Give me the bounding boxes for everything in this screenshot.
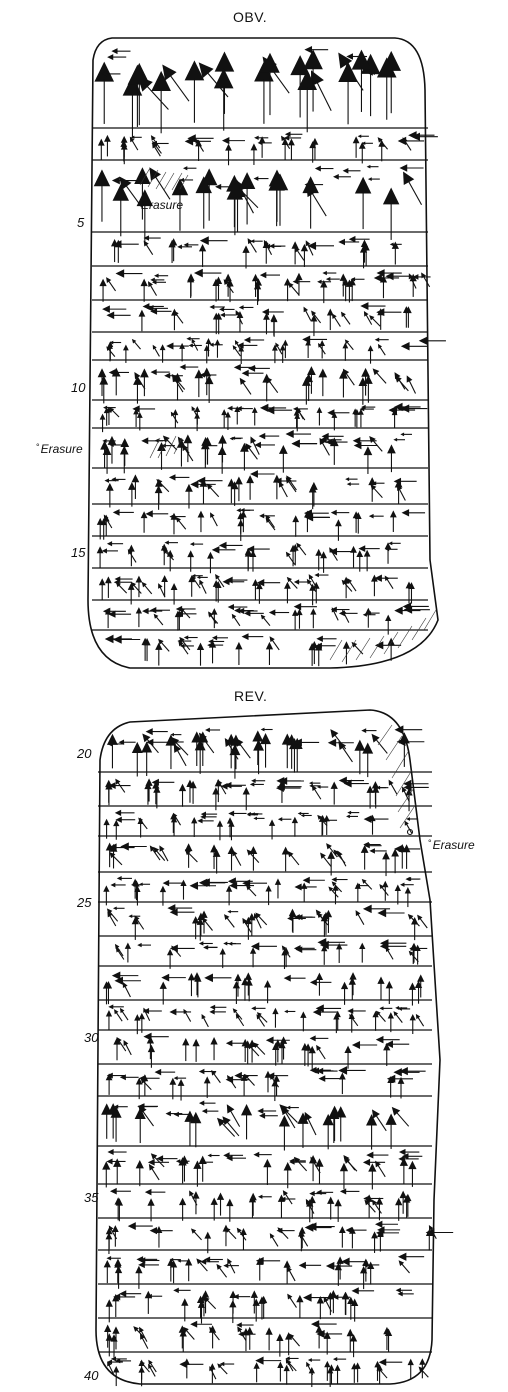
reverse-cuneiform-sign	[342, 1287, 374, 1321]
reverse-cuneiform-sign	[191, 728, 220, 774]
reverse-cuneiform-sign	[278, 1189, 296, 1218]
reverse-line-number-20: 20	[77, 746, 92, 761]
reverse-cuneiform-sign	[410, 1013, 426, 1034]
reverse-title: REV.	[234, 688, 268, 704]
reverse-cuneiform-sign	[179, 1358, 203, 1378]
reverse-cuneiform-sign	[103, 876, 132, 905]
reverse-erasure-note: °Erasure	[428, 838, 475, 852]
reverse-line-number-30: 30	[84, 1030, 99, 1045]
reverse-cuneiform-sign	[102, 1149, 126, 1187]
reverse-cuneiform-sign	[226, 877, 267, 905]
reverse-cuneiform-sign	[374, 1359, 402, 1385]
reverse-cuneiform-sign	[282, 734, 319, 773]
reverse-cuneiform-sign	[223, 1225, 248, 1250]
reverse-cuneiform-sign	[176, 1155, 190, 1183]
reverse-cuneiform-sign	[214, 1102, 243, 1139]
reverse-cuneiform-sign	[333, 1008, 366, 1033]
reverse-cuneiform-sign	[173, 1288, 190, 1322]
reverse-cuneiform-sign	[247, 812, 265, 820]
reverse-cuneiform-sign	[396, 1288, 414, 1297]
reverse-cuneiform-sign	[200, 1005, 227, 1028]
reverse-cuneiform-sign	[371, 1221, 400, 1253]
reverse-cuneiform-sign	[251, 1006, 269, 1028]
reverse-cuneiform-sign	[308, 1155, 324, 1184]
reverse-cuneiform-sign	[324, 1357, 346, 1387]
reverse-cuneiform-sign	[147, 844, 170, 863]
reverse-cuneiform-sign	[366, 781, 388, 809]
reverse-cuneiform-sign	[309, 781, 328, 800]
reverse-cuneiform-sign	[241, 1104, 278, 1139]
reverse-cuneiform-sign	[145, 1291, 162, 1314]
reverse-cuneiform-sign	[318, 841, 349, 875]
reverse-cuneiform-sign	[361, 842, 387, 870]
reverse-cuneiform-sign	[347, 1329, 358, 1357]
reverse-cuneiform-sign	[131, 1324, 150, 1349]
reverse-cuneiform-sign	[179, 1189, 200, 1221]
reverse-cuneiform-sign	[245, 846, 261, 871]
reverse-cuneiform-sign	[276, 1101, 300, 1150]
reverse-cuneiform-sign	[331, 777, 369, 805]
reverse-cuneiform-sign	[353, 905, 404, 926]
reverse-cuneiform-sign	[304, 1358, 320, 1387]
reverse-cuneiform-sign	[388, 1006, 410, 1032]
reverse-cuneiform-sign	[355, 877, 374, 902]
obverse-line-number-10: 10	[71, 380, 86, 395]
reverse-cuneiform-sign	[166, 733, 191, 769]
reverse-cuneiform-sign	[398, 1149, 422, 1187]
reverse-cuneiform-sign	[283, 1260, 321, 1283]
reverse-cuneiform-sign	[167, 1258, 188, 1283]
reverse-cuneiform-sign	[253, 1152, 271, 1185]
reverse-cuneiform-sign	[351, 1362, 361, 1382]
reverse-cuneiform-sign	[188, 972, 232, 997]
reverse-cuneiform-sign	[266, 1036, 290, 1065]
reverse-cuneiform-sign	[106, 842, 147, 868]
reverse-cuneiform-sign	[136, 1069, 175, 1099]
reverse-cuneiform-sign	[167, 904, 194, 916]
reverse-cuneiform-sign	[252, 728, 272, 775]
reverse-cuneiform-sign	[364, 815, 389, 835]
reverse-cuneiform-sign	[170, 812, 182, 836]
reverse-line-number-25: 25	[77, 895, 92, 910]
reverse-cuneiform-sign	[297, 1110, 319, 1148]
reverse-cuneiform-sign	[327, 727, 356, 764]
reverse-line-number-35: 35	[84, 1190, 99, 1205]
reverse-cuneiform-sign	[222, 910, 238, 929]
reverse-cuneiform-sign	[294, 877, 324, 903]
reverse-cuneiform-sign	[106, 1004, 130, 1030]
reverse-cuneiform-sign	[106, 1073, 139, 1095]
reverse-cuneiform-sign	[125, 942, 151, 962]
reverse-cuneiform-sign	[223, 1152, 246, 1161]
reverse-cuneiform-sign	[284, 1155, 309, 1189]
reverse-cuneiform-sign	[285, 1292, 330, 1318]
reverse-cuneiform-sign	[382, 844, 420, 876]
reverse-cuneiform-sign	[359, 939, 406, 963]
obverse-line-number-5: 5	[77, 215, 85, 230]
reverse-cuneiform-sign	[179, 1321, 212, 1352]
reverse-cuneiform-sign	[317, 938, 347, 965]
reverse-cuneiform-sign	[113, 943, 126, 961]
reverse-cuneiform-sign	[167, 944, 195, 969]
reverse-cuneiform-sign	[265, 878, 281, 905]
reverse-cuneiform-sign	[314, 908, 332, 937]
reverse-cuneiform-sign	[327, 877, 348, 904]
reverse-cuneiform-sign	[376, 1036, 409, 1066]
reverse-cuneiform-sign	[282, 847, 301, 872]
reverse-cuneiform-sign	[180, 878, 228, 899]
obverse-line-number-15: 15	[71, 545, 86, 560]
reverse-cuneiform-sign	[166, 1111, 191, 1117]
reverse-cuneiform-sign	[233, 972, 253, 1004]
reverse-cuneiform-sign	[169, 1076, 186, 1100]
reverse-cuneiform-sign	[310, 973, 331, 996]
reverse-cuneiform-sign	[107, 734, 136, 769]
reverse-cuneiform-sign	[256, 1257, 280, 1281]
reverse-cuneiform-sign	[169, 1008, 192, 1023]
reverse-cuneiform-sign	[339, 1226, 367, 1248]
reverse-cuneiform-sign	[397, 1253, 425, 1275]
reverse-cuneiform-sign	[378, 881, 391, 901]
reverse-cuneiform-sign	[105, 906, 125, 927]
reverse-cuneiform-sign	[323, 1106, 347, 1150]
reverse-cuneiform-sign	[150, 1226, 173, 1248]
reverse-cuneiform-sign	[354, 728, 390, 777]
reverse-cuneiform-sign	[395, 1191, 411, 1221]
reverse-cuneiform-sign	[338, 1066, 365, 1094]
reverse-cuneiform-sign	[110, 1188, 131, 1221]
reverse-cuneiform-sign	[207, 1325, 221, 1348]
reverse-cuneiform-sign	[280, 944, 316, 969]
reverse-cuneiform-sign	[143, 1033, 168, 1068]
reverse-cuneiform-sign	[220, 942, 241, 969]
reverse-cuneiform-sign	[250, 942, 277, 967]
reverse-cuneiform-sign	[264, 975, 306, 1003]
reverse-cuneiform-sign	[253, 1357, 281, 1383]
reverse-cuneiform-sign	[136, 816, 149, 837]
reverse-cuneiform-sign	[103, 810, 135, 840]
reverse-cuneiform-sign	[184, 1101, 218, 1148]
reverse-cuneiform-sign	[211, 1193, 234, 1222]
reverse-cuneiform-sign	[292, 812, 312, 837]
reverse-cuneiform-sign	[210, 1037, 246, 1060]
reverse-cuneiform-sign	[214, 1257, 239, 1279]
reverse-cuneiform-sign	[182, 1038, 200, 1062]
reverse-cuneiform-sign	[304, 1190, 334, 1223]
reverse-cuneiform-sign	[268, 1226, 295, 1248]
reverse-cuneiform-sign	[316, 813, 337, 835]
reverse-cuneiform-sign	[199, 941, 218, 949]
obverse-erasure-note-2: °Erasure	[36, 442, 83, 456]
reverse-cuneiform-sign	[407, 943, 427, 965]
reverse-cuneiform-sign	[287, 909, 315, 933]
reverse-cuneiform-sign	[189, 1227, 211, 1254]
reverse-erasure-hatching	[378, 725, 416, 828]
reverse-cuneiform-sign	[138, 1359, 158, 1387]
reverse-cuneiform-sign	[387, 1067, 426, 1098]
reverse-cuneiform-sign	[386, 1104, 412, 1149]
reverse-cuneiform-sign	[327, 1188, 359, 1222]
reverse-cuneiform-sign	[251, 1290, 268, 1321]
reverse-line-number-40: 40	[84, 1368, 99, 1383]
reverse-cuneiform-sign	[132, 728, 169, 776]
reverse-cuneiform-sign	[210, 844, 243, 873]
reverse-cuneiform-sign	[403, 817, 419, 834]
reverse-cuneiform-sign	[105, 777, 130, 805]
reverse-cuneiform-sign	[207, 1362, 234, 1383]
reverse-cuneiform-sign	[193, 1154, 219, 1187]
reverse-cuneiform-sign	[113, 1036, 133, 1061]
reverse-cuneiform-sign	[362, 1194, 383, 1220]
reverse-cuneiform-sign	[242, 1039, 267, 1064]
reverse-cuneiform-sign	[426, 1224, 454, 1251]
obverse-title: OBV.	[233, 9, 268, 25]
reverse-cuneiform-sign	[249, 1193, 272, 1218]
reverse-cuneiform-sign	[185, 1257, 223, 1282]
reverse-cuneiform-sign	[231, 1007, 246, 1027]
reverse-cuneiform-sign	[272, 1008, 295, 1028]
obverse-erasure-note-1: Erasure	[141, 198, 184, 212]
reverse-cuneiform-sign	[106, 1222, 153, 1254]
reverse-cuneiform-sign	[409, 974, 425, 1005]
reverse-cuneiform-sign	[183, 843, 200, 868]
reverse-cuneiform-sign	[144, 778, 174, 808]
reverse-cuneiform-sign	[372, 1006, 392, 1031]
reverse-cuneiform-sign	[179, 780, 197, 807]
reverse-cuneiform-sign	[199, 1069, 223, 1098]
reverse-cuneiform-sign	[225, 1072, 258, 1096]
reverse-cuneiform-sign	[136, 1151, 178, 1186]
reverse-cuneiform-sign	[235, 1322, 256, 1351]
reverse-cuneiform-sign	[310, 1067, 340, 1082]
reverse-cuneiform-sign	[311, 1320, 342, 1355]
reverse-cuneiform-sign	[298, 1222, 335, 1251]
reverse-cuneiform-sign	[191, 812, 217, 837]
reverse-cuneiform-sign	[101, 1103, 128, 1142]
reverse-cuneiform-sign	[383, 1327, 392, 1352]
reverse-cuneiform-sign	[366, 1107, 390, 1150]
reverse-cuneiform-sign	[346, 811, 359, 819]
reverse-cuneiform-sign	[145, 1189, 166, 1221]
reverse-cuneiform-sign	[135, 1103, 158, 1143]
reverse-cuneiform-sign	[276, 777, 304, 803]
